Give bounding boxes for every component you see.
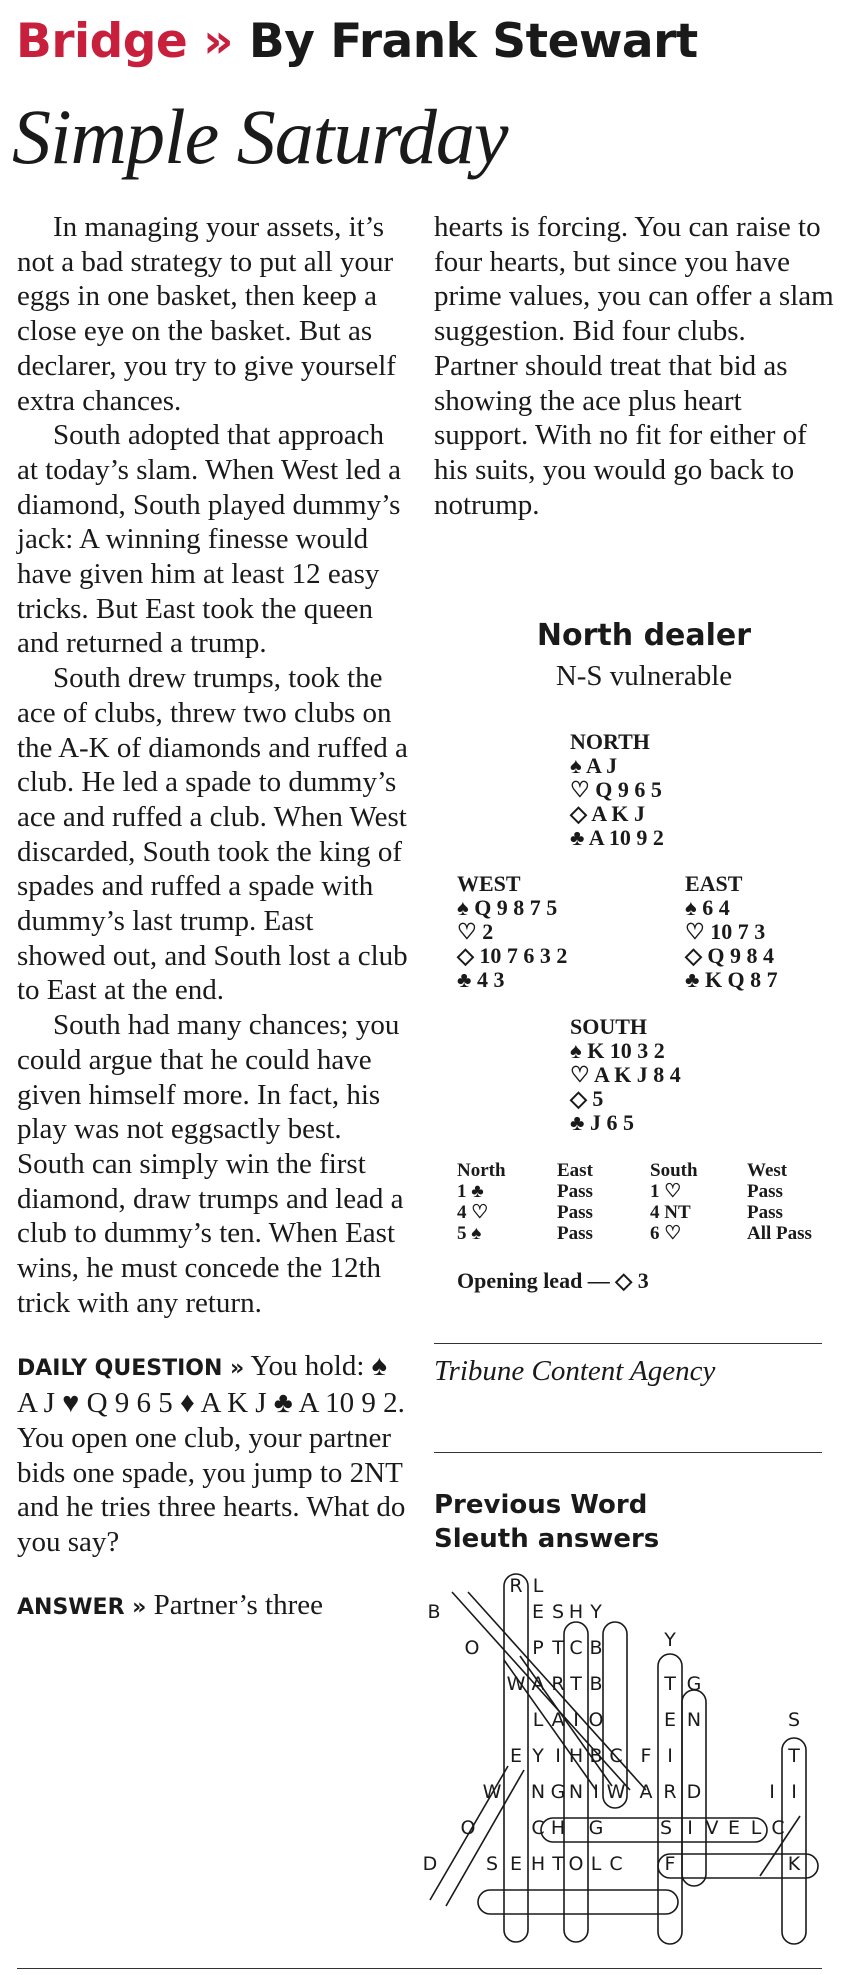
- grid-letter: I: [573, 1709, 579, 1731]
- grid-letter: N: [530, 1781, 546, 1803]
- grid-letter: I: [791, 1781, 797, 1803]
- left-column: [17, 210, 409, 1625]
- grid-letter: N: [568, 1781, 584, 1803]
- opening-lead: Opening lead — ◇ 3: [457, 1268, 649, 1293]
- grid-letter: I: [687, 1817, 693, 1839]
- word-sleuth-grid: [420, 1560, 820, 1950]
- grid-letter: B: [427, 1601, 441, 1623]
- grid-letter: D: [686, 1781, 702, 1803]
- grid-letter: Y: [532, 1745, 544, 1767]
- grid-letter: S: [485, 1853, 499, 1875]
- hand-east: EAST ♠ 6 4 ♡ 10 7 3 ◇ Q 9 8 4 ♣ K Q 8 7: [685, 871, 778, 992]
- grid-letter: H: [568, 1601, 584, 1623]
- paragraph: South adopted that approach at today’s slam. When West led a diamond, South played dummy’s jack: A winning finesse would have given him at least 12 easy tricks. But East took the queen and returned a trump.: [17, 419, 401, 660]
- answer: ANSWER » Partner’s three: [17, 1588, 324, 1621]
- divider: [434, 1452, 822, 1453]
- grid-letter: E: [727, 1817, 741, 1839]
- grid-letter: H: [550, 1817, 566, 1839]
- right-column: [434, 210, 834, 522]
- grid-letter: A: [551, 1709, 565, 1731]
- grid-letter: O: [464, 1637, 480, 1659]
- paragraph: South had many chances; you could argue that he could have given himself more. In fact, his play was not eggsactly best. South can simply win the first diamond, draw trumps and lead a club to dummy’s ten. When East wins, he must concede the 12th trick with any return.: [17, 1009, 404, 1319]
- grid-letter: E: [663, 1709, 677, 1731]
- grid-letter: L: [532, 1575, 544, 1597]
- word-loop: [478, 1890, 678, 1914]
- credit: Tribune Content Agency: [434, 1355, 716, 1387]
- grid-letter: W: [606, 1781, 626, 1803]
- grid-letter: A: [639, 1781, 653, 1803]
- hand-north: NORTH ♠ A J ♡ Q 9 6 5 ◇ A K J ♣ A 10 9 2: [570, 729, 664, 850]
- grid-letter: R: [663, 1781, 677, 1803]
- grid-letter: O: [588, 1709, 604, 1731]
- word-sleuth-title: Previous Word Sleuth answers: [434, 1490, 660, 1554]
- grid-letter: Y: [590, 1601, 602, 1623]
- grid-letter: H: [568, 1745, 584, 1767]
- grid-letter: W: [506, 1673, 526, 1695]
- grid-letter: F: [640, 1745, 652, 1767]
- grid-letter: K: [787, 1853, 801, 1875]
- grid-letter: A: [531, 1673, 545, 1695]
- grid-letter: P: [532, 1637, 544, 1659]
- divider: [434, 1343, 822, 1344]
- grid-letter: T: [664, 1673, 676, 1695]
- grid-letter: E: [531, 1601, 545, 1623]
- grid-letter: I: [667, 1745, 673, 1767]
- grid-letter: I: [769, 1781, 775, 1803]
- grid-letter: R: [551, 1673, 565, 1695]
- grid-letter: I: [555, 1745, 561, 1767]
- grid-letter: V: [705, 1817, 719, 1839]
- grid-letter: E: [509, 1745, 523, 1767]
- grid-letter: O: [460, 1817, 476, 1839]
- hand-west: WEST ♠ Q 9 8 7 5 ♡ 2 ◇ 10 7 6 3 2 ♣ 4 3: [457, 871, 568, 992]
- grid-letter: C: [771, 1817, 785, 1839]
- grid-letter: C: [569, 1637, 583, 1659]
- grid-letter: R: [509, 1575, 523, 1597]
- grid-letter: G: [588, 1817, 604, 1839]
- grid-letter: C: [531, 1817, 545, 1839]
- grid-letter: N: [686, 1709, 702, 1731]
- paragraph: South drew trumps, took the ace of clubs, threw two clubs on the A-K of diamonds and ruffed a club. He led a spade to dummy’s ace and ruffed a club. When West discarded, South took the king of spades and ruffed a spade with dummy’s last trump. East showed out, and South lost a club to East at the end.: [17, 662, 408, 1007]
- grid-letter: L: [590, 1853, 602, 1875]
- grid-letter: I: [593, 1781, 599, 1803]
- grid-letter: B: [589, 1673, 603, 1695]
- hand-south: SOUTH ♠ K 10 3 2 ♡ A K J 8 4 ◇ 5 ♣ J 6 5: [570, 1014, 681, 1135]
- grid-letter: G: [686, 1673, 702, 1695]
- grid-letter: O: [568, 1853, 584, 1875]
- grid-letter: T: [552, 1853, 564, 1875]
- word-loop: [782, 1738, 806, 1944]
- grid-letter: G: [550, 1781, 566, 1803]
- section-header: Bridge » By Frank Stewart: [16, 14, 698, 69]
- grid-letter: L: [750, 1817, 762, 1839]
- paragraph: In managing your assets, it’s not a bad strategy to put all your eggs in one basket, then keep a close eye on the basket. But as declarer, you try to give yourself extra chances.: [17, 211, 396, 417]
- grid-letter: F: [664, 1853, 676, 1875]
- grid-letter: D: [422, 1853, 438, 1875]
- grid-letter: S: [659, 1817, 673, 1839]
- grid-letter: H: [530, 1853, 546, 1875]
- grid-letter: B: [589, 1637, 603, 1659]
- grid-letter: B: [589, 1745, 603, 1767]
- paragraph: hearts is forcing. You can raise to four hearts, but since you have prime values, you can offer a slam suggestion. Bid four clubs. Partner should treat that bid as showing the ace plus heart support. With no fit for either of his suits, you would go back to notrump.: [434, 211, 834, 521]
- grid-letter: E: [509, 1853, 523, 1875]
- grid-letter: C: [609, 1745, 623, 1767]
- daily-question: DAILY QUESTION » You hold: ♠ A J ♥ Q 9 6 5 ♦ A K J ♣ A 10 9 2. You open one club, your partner bids one spade, you jump to 2NT and he tries three hearts. What do you say?: [17, 1349, 406, 1559]
- grid-letter: T: [788, 1745, 800, 1767]
- grid-letter: T: [570, 1673, 582, 1695]
- grid-letter: S: [787, 1709, 801, 1731]
- grid-letter: C: [609, 1853, 623, 1875]
- grid-letter: Y: [664, 1629, 676, 1651]
- divider: [17, 1968, 822, 1969]
- grid-letter: T: [552, 1637, 564, 1659]
- grid-letter: W: [482, 1781, 502, 1803]
- grid-letter: S: [551, 1601, 565, 1623]
- vulnerability: N-S vulnerable: [555, 660, 733, 692]
- grid-letter: L: [532, 1709, 544, 1731]
- page-title: Simple Saturday: [12, 93, 508, 180]
- dealer-heading: North dealer: [536, 618, 752, 653]
